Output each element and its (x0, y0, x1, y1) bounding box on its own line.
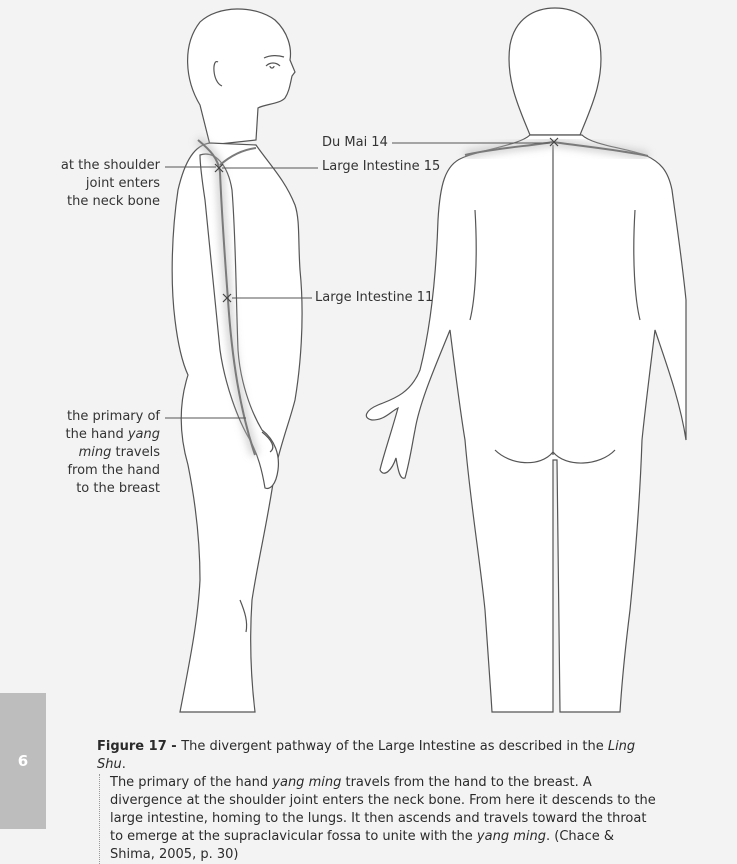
figure-caption (97, 738, 657, 864)
primary-label-line3 (40, 444, 160, 462)
shoulder-label-line3: the neck bone (67, 194, 160, 209)
caption-body-e: . (Chace & Shima, 2005, p. 30) (110, 829, 615, 862)
caption-body-d: yang ming (476, 829, 546, 844)
caption-line1-a: The divergent pathway of the Large Intestine as described in the (181, 739, 608, 754)
caption-line1-c: . (121, 757, 126, 772)
side-head (188, 9, 295, 145)
primary-label-line1: the primary of (66, 409, 160, 424)
li15-label: Large Intestine 15 (322, 159, 441, 174)
shoulder-label-line2: joint enters (85, 176, 160, 191)
caption-body-a: The primary of the hand (110, 775, 273, 790)
caption-body (99, 774, 657, 864)
back-view-figure (366, 8, 686, 712)
caption-line1-b: Ling Shu (97, 739, 636, 772)
shoulder-label-line1: at the shoulder (60, 158, 160, 173)
caption-title: Figure 17 - (97, 739, 182, 754)
back-head (509, 8, 601, 135)
caption-body-b: yang ming (272, 775, 342, 790)
shoulder-label (40, 157, 160, 211)
page-number: 6 (17, 752, 29, 770)
caption-body-c: travels from the hand to the breast. A divergence at the shoulder joint enters the neck bone. From here it descends to the large intestine, homing to the lungs. It then ascends and travels toward the throat to emerge at the supraclavicular fossa to unite with the (110, 775, 656, 844)
back-body (366, 135, 686, 712)
primary-label-line4: from the hand (67, 463, 160, 478)
primary-line2-b: yang (127, 427, 160, 442)
li11-label: Large Intestine 11 (315, 290, 434, 305)
primary-line3-b: travels (111, 445, 160, 460)
page-number-tab (0, 693, 46, 829)
primary-line3-a: ming (78, 445, 112, 460)
du-mai-14-label: Du Mai 14 (322, 135, 388, 150)
primary-label-line5: to the breast (76, 481, 160, 496)
primary-label (40, 408, 160, 498)
side-body (172, 143, 302, 712)
primary-label-line2 (40, 426, 160, 444)
primary-line2-a: the hand (65, 427, 128, 442)
